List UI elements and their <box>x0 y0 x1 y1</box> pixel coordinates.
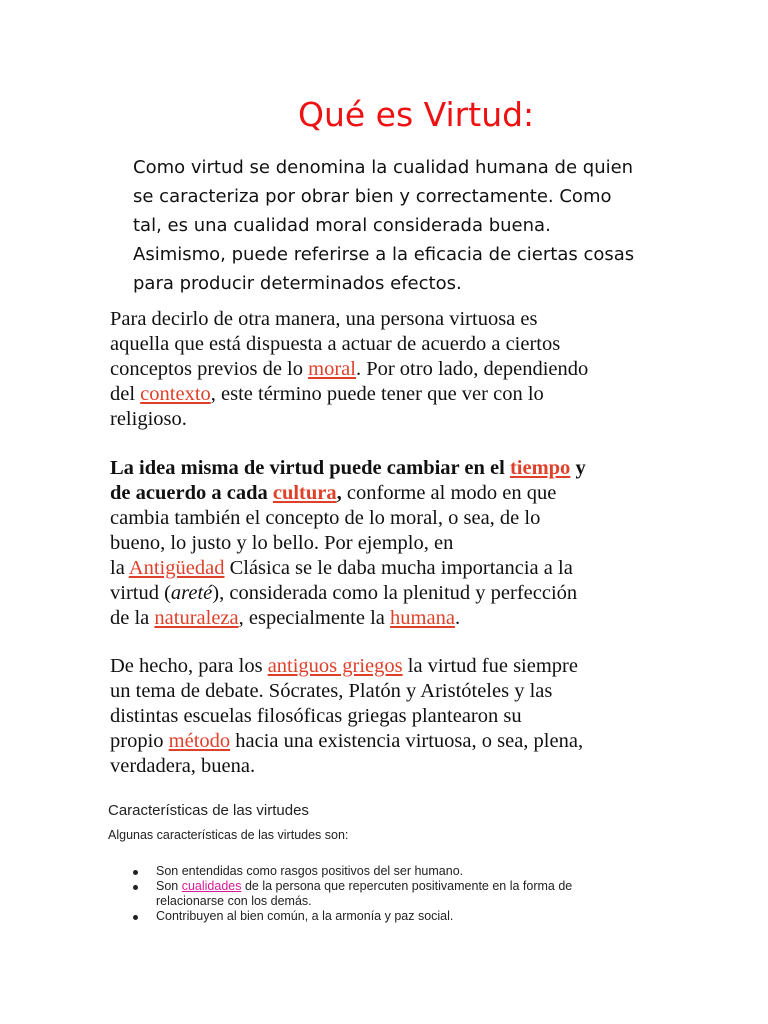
bold-span: La idea misma de virtud puede cambiar en el <box>110 457 510 479</box>
list-item-text: Contribuyen al bien común, a la armonía y paz social. <box>156 909 454 923</box>
text-line: verdadera, buena. <box>110 755 256 777</box>
list-item-text <box>156 879 650 894</box>
link-tiempo[interactable] <box>510 457 570 479</box>
list-item <box>130 909 650 924</box>
link-text: cultura <box>272 482 337 504</box>
intro-line: para producir determinados efectos. <box>133 273 462 294</box>
link-cualidades[interactable]: cualidades <box>181 879 242 893</box>
link-moral[interactable]: moral <box>308 358 356 380</box>
text-line <box>110 456 670 481</box>
link-antiguedad[interactable]: Antigüedad <box>128 557 225 579</box>
text-line <box>110 729 670 754</box>
text-line: un tema de debate. Sócrates, Platón y Aristóteles y las <box>110 680 553 702</box>
text-line <box>110 606 670 631</box>
paragraph-moral-context <box>110 307 670 432</box>
text-span: virtud ( <box>110 582 171 604</box>
text-line <box>110 556 670 581</box>
link-contexto[interactable]: contexto <box>140 383 211 405</box>
text-span: . <box>454 607 461 629</box>
text-span: del <box>110 383 141 405</box>
bullet-icon <box>133 885 138 890</box>
text-line <box>110 581 670 606</box>
text-span: De hecho, para los <box>110 655 268 677</box>
intro-line: Asimismo, puede referirse a la eficacia de ciertas cosas <box>133 244 635 265</box>
text-line <box>110 654 670 679</box>
text-line: distintas escuelas filosóficas griegas plantearon su <box>110 705 522 727</box>
characteristics-list <box>130 864 650 924</box>
text-span: , especialmente la <box>238 607 391 629</box>
list-item-text: Son entendidas como rasgos positivos del ser humano. <box>156 864 464 878</box>
text-line <box>110 382 670 407</box>
bold-span: de acuerdo a cada <box>110 482 273 504</box>
paragraph-time-culture <box>110 456 670 631</box>
bullet-icon <box>133 915 138 920</box>
text-span: de la <box>110 607 155 629</box>
link-antiguos-griegos[interactable]: antiguos griegos <box>267 655 403 677</box>
text-span: la <box>110 557 129 579</box>
text-span: hacia una existencia virtuosa, o sea, plena, <box>230 730 584 752</box>
bold-span: y <box>570 457 586 479</box>
text-line: bueno, lo justo y lo bello. Por ejemplo, en <box>110 532 454 554</box>
text-span: conceptos previos de lo <box>110 358 309 380</box>
text-span: Clásica se le daba mucha importancia a la <box>224 557 573 579</box>
section-heading: Características de las virtudes <box>108 802 309 819</box>
text-line: Para decirlo de otra manera, una persona virtuosa es <box>110 308 538 330</box>
text-span: propio <box>110 730 169 752</box>
list-item <box>130 864 650 879</box>
text-span: ), considerada como la plenitud y perfección <box>212 582 578 604</box>
bold-span: , <box>336 482 342 504</box>
text-line <box>110 481 670 506</box>
text-line: religioso. <box>110 408 187 430</box>
list-item-text: relacionarse con los demás. <box>156 894 312 908</box>
link-text: tiempo <box>509 457 571 479</box>
text-span: de la persona que repercuten positivamente en la forma de <box>241 879 573 893</box>
bullet-icon <box>133 870 138 875</box>
section-intro: Algunas características de las virtudes son: <box>108 828 349 842</box>
link-humana[interactable]: humana <box>390 607 455 629</box>
intro-line: se caracteriza por obrar bien y correctamente. Como <box>133 186 612 207</box>
intro-line: Como virtud se denomina la cualidad humana de quien <box>133 157 634 178</box>
link-metodo[interactable]: método <box>168 730 231 752</box>
text-line: aquella que está dispuesta a actuar de acuerdo a ciertos <box>110 333 561 355</box>
text-span: la virtud fue siempre <box>402 655 578 677</box>
text-line: cambia también el concepto de lo moral, o sea, de lo <box>110 507 541 529</box>
text-line <box>110 357 670 382</box>
text-span: . Por otro lado, dependiendo <box>355 358 589 380</box>
paragraph-greeks <box>110 654 670 779</box>
intro-paragraph <box>133 153 663 298</box>
intro-line: tal, es una cualidad moral considerada buena. <box>133 215 551 236</box>
list-item <box>130 879 650 909</box>
text-span: , este término puede tener que ver con lo <box>210 383 544 405</box>
page-title: Qué es Virtud: <box>298 95 535 134</box>
text-span: conforme al modo en que <box>341 482 557 504</box>
text-span: Son <box>156 879 182 893</box>
italic-span: areté <box>170 582 213 604</box>
link-cultura[interactable] <box>273 482 337 504</box>
link-naturaleza[interactable]: naturaleza <box>154 607 239 629</box>
